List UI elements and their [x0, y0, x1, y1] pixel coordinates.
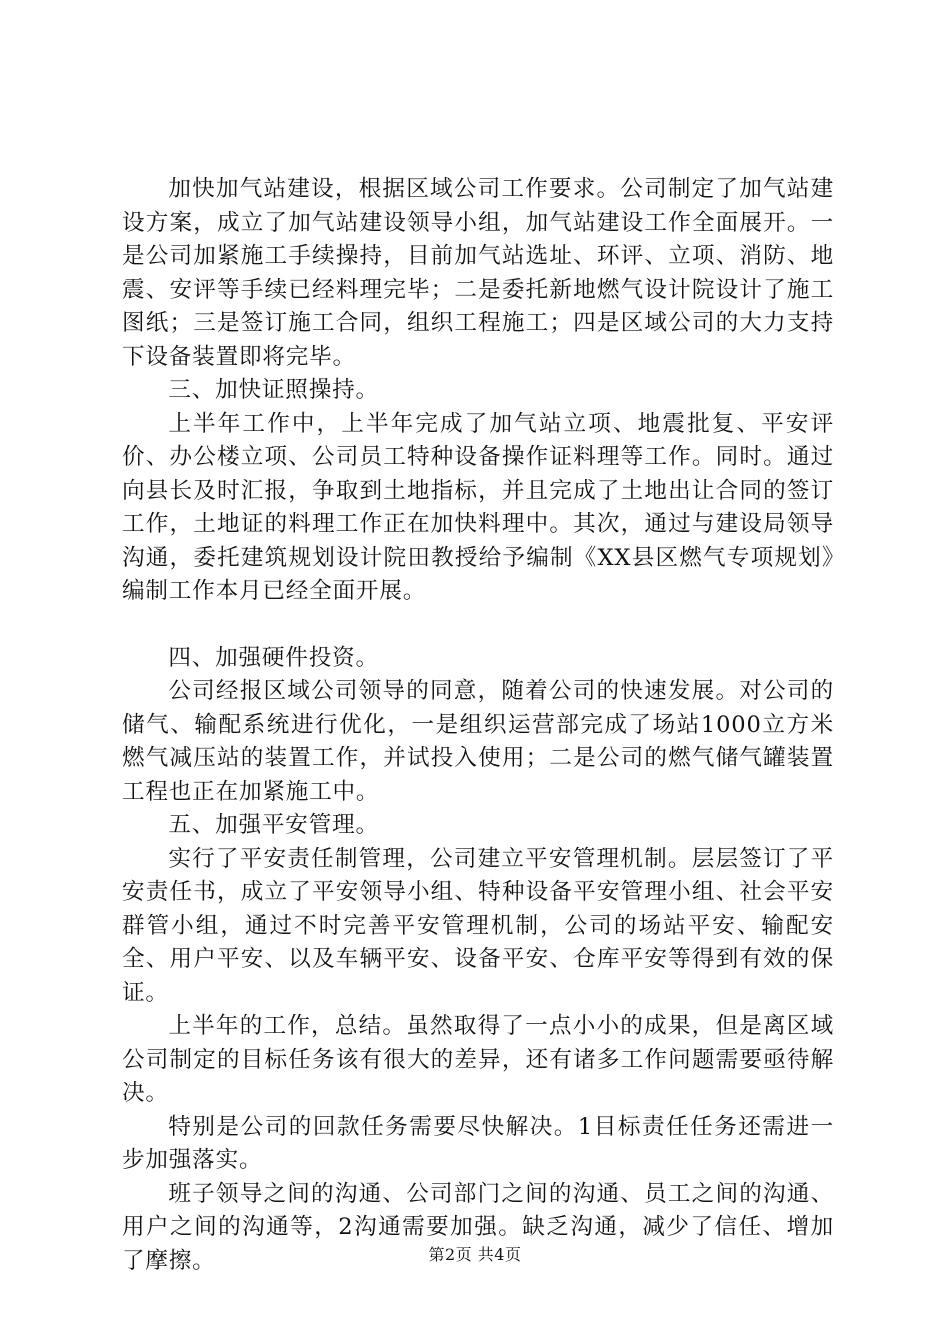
paragraph-gas-station-construction: 加快加气站建设，根据区域公司工作要求。公司制定了加气站建设方案，成立了加气站建设领导小组，加气站建设工作全面展开。一是公司加紧施工手续操持，目前加气站选址、环评、立项、消防、地震、安评等手续已经料理完毕；二是委托新地燃气设计院设计了施工图纸；三是签订施工合同，组织工程施工；四是区域公司的大力支持下设备装置即将完毕。: [122, 176, 834, 370]
paragraph-license-progress: 上半年工作中，上半年完成了加气站立项、地震批复、平安评价、办公楼立项、公司员工特种设备操作证料理等工作。同时。通过向县长及时汇报，争取到土地指标，并且完成了土地出让合同的签订工作，土地证的料理工作正在加快料理中。其次，通过与建设局领导沟通，委托建筑规划设计院田教授给予编制《XX县区燃气专项规划》编制工作本月已经全面开展。: [122, 410, 834, 604]
paragraph-summary: 上半年的工作，总结。虽然取得了一点小小的成果，但是离区域公司制定的目标任务该有很大的差异，还有诸多工作问题需要亟待解决。: [122, 1013, 834, 1106]
paragraph-payment-task: 特别是公司的回款任务需要尽快解决。1目标责任任务还需进一步加强落实。: [122, 1113, 834, 1173]
paragraph-communication: 班子领导之间的沟通、公司部门之间的沟通、员工之间的沟通、用户之间的沟通等，2沟通需要加强。缺乏沟通，减少了信任、增加了摩擦。: [122, 1180, 834, 1274]
paragraph-safety-management: 实行了平安责任制管理，公司建立平安管理机制。层层签订了平安责任书，成立了平安领导小组、特种设备平安管理小组、社会平安群管小组，通过不时完善平安管理机制，公司的场站平安、输配安全、用户平安、以及车辆平安、设备平安、仓库平安等得到有效的保证。: [122, 845, 834, 1006]
heading-section-five: 五、加强平安管理。: [168, 812, 379, 838]
page-number-footer: 第2页 共4页: [428, 1245, 522, 1264]
paragraph-hardware-investment: 公司经报区域公司领导的同意，随着公司的快速发展。对公司的储气、输配系统进行优化，一是组织运营部完成了场站1000立方米燃气减压站的装置工作，并试投入使用；二是公司的燃气储气罐装置工程也正在加紧施工中。: [122, 678, 834, 805]
heading-section-four: 四、加强硬件投资。: [168, 644, 379, 671]
document-body: [122, 173, 834, 1278]
heading-section-three: 三、加快证照操持。: [168, 377, 379, 403]
